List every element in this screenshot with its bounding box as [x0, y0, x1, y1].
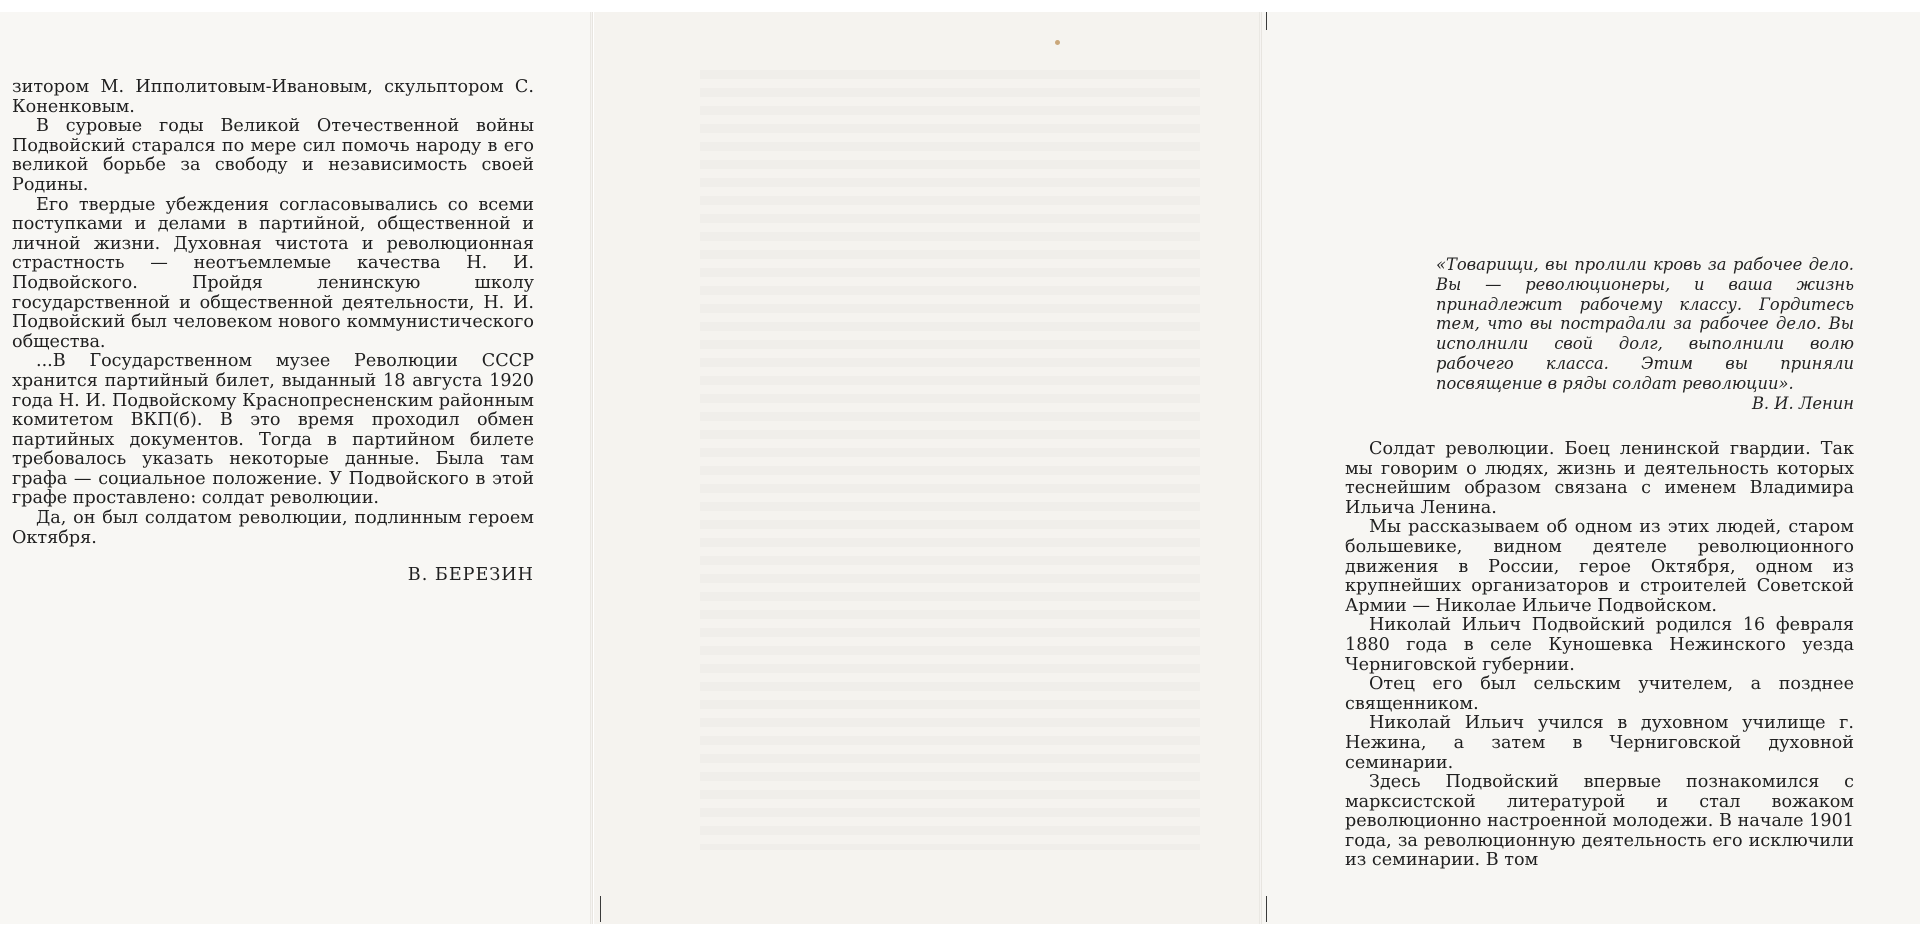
paragraph: Его твердые убеждения согласовывались со всеми поступками и делами в партийной, общественной и личной жизни. Духовная чистота и революционная страстность — неотъемлемые качества Н. И. Подвойского. Пройдя ленинскую школу государственной и общественной деятельности, Н. И. Подвойский был человеком нового коммунистического общества. [12, 194, 534, 352]
paragraph: зитором М. Ипполитовым-Ивановым, скульптором С. Коненковым. [12, 77, 534, 117]
paragraph: Николай Ильич Подвойский родился 16 февраля 1880 года в селе Куношевка Нежинского уезда Черниговской губернии. [1345, 615, 1854, 675]
epigraph-author: В. И. Ленин [1751, 393, 1854, 413]
fold-mark [1266, 896, 1267, 922]
page-fold [1259, 12, 1262, 924]
lenin-epigraph [1436, 255, 1854, 413]
right-page-text [1345, 440, 1854, 871]
paragraph: Николай Ильич учился в духовном училище г. Нежина, а затем в Черниговской духовной семинарии. [1345, 713, 1854, 773]
paragraph: Отец его был сельским учителем, а позднее священником. [1345, 674, 1854, 714]
paragraph: Да, он был солдатом революции, подлинным героем Октября. [12, 508, 534, 548]
author-signature: В. БЕРЕЗИН [407, 565, 534, 586]
paragraph: Мы рассказываем об одном из этих людей, старом большевике, видном деятеле революционного движения в России, герое Октября, одном из крупнейших организаторов и строителей Советской Армии — Николае Ильиче Подвойском. [1345, 517, 1854, 616]
paper-stain [1055, 40, 1060, 45]
fold-mark [600, 896, 601, 922]
paragraph: ...В Государственном музее Революции СССР хранится партийный билет, выданный 18 августа 1920 года Н. И. Подвойскому Краснопресненским районным комитетом ВКП(б). В это время проходил обмен партийных документов. Тогда в партийном билете требовалось указать некоторые данные. Была там графа — социальное положение. У Подвойского в этой графе проставлено: солдат революции. [12, 351, 534, 509]
paragraph: Солдат революции. Боец ленинской гвардии. Так мы говорим о людях, жизнь и деятельность которых теснейшим образом связана с именем Владимира Ильича Ленина. [1345, 439, 1854, 518]
paragraph: В суровые годы Великой Отечественной войны Подвойский старался по мере сил помочь народу в его великой борьбе за свободу и независимость своей Родины. [12, 116, 534, 195]
epigraph-text: «Товарищи, вы пролили кровь за рабочее дело. Вы — революционеры, и ваша жизнь принадлежит рабочему классу. Гордитесь тем, что вы пострадали за рабочее дело. Вы исполнили свой долг, выполнили волю рабочего класса. Этим вы приняли посвящение в ряды солдат революции». [1436, 255, 1854, 393]
show-through-text [700, 70, 1200, 850]
left-page-text [12, 78, 534, 586]
page-fold [590, 12, 593, 924]
paragraph: Здесь Подвойский впервые познакомился с марксистской литературой и стал вожаком революционно настроенной молодежи. В начале 1901 года, за революционную деятельность его исключили из семинарии. В том [1345, 772, 1854, 871]
fold-mark [1266, 12, 1267, 30]
